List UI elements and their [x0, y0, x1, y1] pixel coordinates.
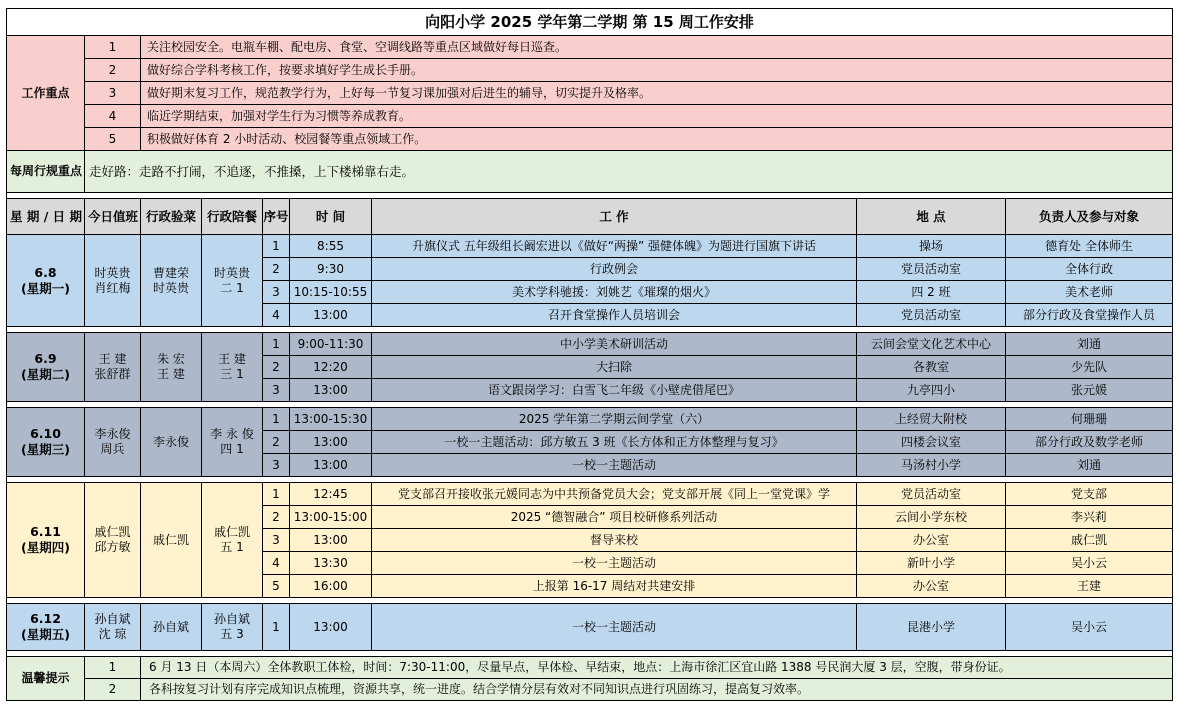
row-number: 1 — [263, 604, 290, 651]
duty-cell-line: 王 建 — [98, 352, 127, 366]
duty-cell-line: 李永俊 — [94, 427, 131, 441]
row-place: 党员活动室 — [857, 258, 1006, 281]
duty-cell — [85, 483, 141, 598]
meal-cell — [202, 483, 263, 598]
meal-cell-line: 二 1 — [220, 280, 244, 295]
meal-cell-line: 李 永 俊 — [210, 427, 254, 441]
focus-row — [7, 59, 1173, 82]
header-number: 序号 — [263, 199, 290, 235]
inspect-cell — [141, 235, 202, 327]
row-owner: 吴小云 — [1006, 552, 1173, 575]
row-owner: 张元媛 — [1006, 379, 1173, 402]
header-duty: 今日值班 — [85, 199, 141, 235]
tip-row — [7, 679, 1173, 701]
row-owner: 刘通 — [1006, 333, 1173, 356]
row-number: 3 — [263, 529, 290, 552]
row-work: 大扫除 — [372, 356, 857, 379]
header-day: 星 期 / 日 期 — [7, 199, 85, 235]
row-owner: 少先队 — [1006, 356, 1173, 379]
row-number: 1 — [263, 235, 290, 258]
row-place: 九亭四小 — [857, 379, 1006, 402]
day-date-cell-line: (星期四) — [21, 540, 70, 555]
meal-cell-line: 时英贵 — [213, 265, 250, 280]
row-work: 行政例会 — [372, 258, 857, 281]
row-work: 2025 “德智融合” 项目校研修系列活动 — [372, 506, 857, 529]
row-time: 16:00 — [290, 575, 372, 598]
focus-text: 临近学期结束，加强对学生行为习惯等养成教育。 — [141, 105, 1173, 128]
focus-text: 关注校园安全。电瓶车棚、配电房、食堂、空调线路等重点区域做好每日巡查。 — [141, 36, 1173, 59]
row-place: 办公室 — [857, 529, 1006, 552]
meal-cell-line: 三 1 — [220, 367, 244, 381]
inspect-cell-line: 朱 宏 — [157, 352, 185, 366]
focus-text: 做好期末复习工作，规范教学行为，上好每一节复习课加强对后进生的辅导，切实提升及格率。 — [141, 82, 1173, 105]
row-time: 13:00 — [290, 604, 372, 651]
row-work: 召开食堂操作人员培训会 — [372, 304, 857, 327]
row-number: 4 — [263, 304, 290, 327]
row-place: 昆港小学 — [857, 604, 1006, 651]
focus-label: 工作重点 — [7, 36, 85, 151]
row-place: 新叶小学 — [857, 552, 1006, 575]
focus-text: 做好综合学科考核工作，按要求填好学生成长手册。 — [141, 59, 1173, 82]
duty-cell-line: 周兵 — [100, 442, 125, 456]
row-place: 办公室 — [857, 575, 1006, 598]
schedule-row — [7, 235, 1173, 258]
row-time: 13:00 — [290, 431, 372, 454]
tip-text: 各科按复习计划有序完成知识点梳理，资源共享，统一进度。结合学情分层有效对不同知识点进行巩固练习，提高复习效率。 — [141, 679, 1173, 701]
row-number: 5 — [263, 575, 290, 598]
day-date-cell-line: (星期二) — [21, 367, 70, 382]
meal-cell — [202, 333, 263, 402]
row-place: 各教室 — [857, 356, 1006, 379]
schedule-row — [7, 408, 1173, 431]
meal-cell — [202, 235, 263, 327]
focus-text: 积极做好体育 2 小时活动、校园餐等重点领域工作。 — [141, 128, 1173, 151]
row-work: 一校一主题活动：邱方敏五 3 班《长方体和正方体整理与复习》 — [372, 431, 857, 454]
tip-number: 2 — [85, 679, 141, 701]
inspect-cell-line: 王 建 — [157, 367, 185, 381]
day-date-cell-line: 6.8 — [34, 264, 57, 280]
row-place: 党员活动室 — [857, 304, 1006, 327]
row-number: 1 — [263, 333, 290, 356]
day-date-cell — [7, 333, 85, 402]
row-number: 3 — [263, 281, 290, 304]
row-time: 10:15-10:55 — [290, 281, 372, 304]
header-work: 工 作 — [372, 199, 857, 235]
row-place: 云间小学东校 — [857, 506, 1006, 529]
row-work: 语文跟岗学习：白雪飞二年级《小壁虎借尾巴》 — [372, 379, 857, 402]
row-time: 8:55 — [290, 235, 372, 258]
row-owner: 部分行政及数学老师 — [1006, 431, 1173, 454]
day-date-cell-line: 6.10 — [30, 426, 61, 442]
meal-cell-line: 戚仁凯 — [213, 525, 250, 539]
meal-cell-line: 孙自斌 — [213, 612, 250, 626]
row-owner: 戚仁凯 — [1006, 529, 1173, 552]
row-time: 13:00 — [290, 304, 372, 327]
row-place: 四楼会议室 — [857, 431, 1006, 454]
weekly-rule-label: 每周行规重点 — [7, 151, 85, 193]
row-time: 13:00-15:30 — [290, 408, 372, 431]
focus-row — [7, 128, 1173, 151]
row-work: 一校一主题活动 — [372, 454, 857, 477]
duty-cell — [85, 604, 141, 651]
row-owner: 党支部 — [1006, 483, 1173, 506]
row-owner: 美术老师 — [1006, 281, 1173, 304]
row-work: 一校一主题活动 — [372, 604, 857, 651]
row-owner: 刘通 — [1006, 454, 1173, 477]
inspect-cell — [141, 483, 202, 598]
row-work: 督导来校 — [372, 529, 857, 552]
row-time: 9:30 — [290, 258, 372, 281]
column-header-row — [7, 199, 1173, 235]
row-place: 四 2 班 — [857, 281, 1006, 304]
header-time: 时 间 — [290, 199, 372, 235]
row-number: 2 — [263, 356, 290, 379]
duty-cell-line: 孙自斌 — [94, 612, 131, 626]
row-owner: 吴小云 — [1006, 604, 1173, 651]
duty-cell — [85, 408, 141, 477]
inspect-cell-line: 戚仁凯 — [152, 532, 189, 547]
day-date-cell-line: 6.12 — [30, 611, 61, 627]
row-number: 3 — [263, 454, 290, 477]
focus-number: 3 — [85, 82, 141, 105]
weekly-schedule-table — [6, 8, 1173, 701]
focus-row — [7, 105, 1173, 128]
row-time: 9:00-11:30 — [290, 333, 372, 356]
day-date-cell-line: 6.9 — [34, 351, 57, 367]
row-number: 3 — [263, 379, 290, 402]
meal-cell — [202, 408, 263, 477]
row-owner: 李兴莉 — [1006, 506, 1173, 529]
day-date-cell-line: (星期三) — [21, 442, 70, 457]
row-owner: 何珊珊 — [1006, 408, 1173, 431]
schedule-row — [7, 604, 1173, 651]
meal-cell-line: 四 1 — [220, 442, 244, 456]
row-owner: 德育处 全体师生 — [1006, 235, 1173, 258]
meal-cell — [202, 604, 263, 651]
weekly-rule-text: 走好路：走路不打闹，不追逐，不推搡，上下楼梯靠右走。 — [85, 151, 1173, 193]
row-number: 4 — [263, 552, 290, 575]
duty-cell — [85, 333, 141, 402]
row-time: 13:00 — [290, 379, 372, 402]
row-work: 上报第 16-17 周结对共建安排 — [372, 575, 857, 598]
inspect-cell-line: 时英贵 — [152, 280, 189, 295]
row-work: 党支部召开接收张元媛同志为中共预备党员大会；党支部开展《同上一堂党课》学 — [372, 483, 857, 506]
meal-cell-line: 五 3 — [220, 627, 244, 641]
duty-cell — [85, 235, 141, 327]
header-owner: 负责人及参与对象 — [1006, 199, 1173, 235]
row-owner: 部分行政及食堂操作人员 — [1006, 304, 1173, 327]
row-work: 一校一主题活动 — [372, 552, 857, 575]
row-time: 13:00 — [290, 529, 372, 552]
row-place: 上经贸大附校 — [857, 408, 1006, 431]
schedule-row — [7, 333, 1173, 356]
day-date-cell — [7, 604, 85, 651]
day-date-cell — [7, 235, 85, 327]
row-number: 2 — [263, 506, 290, 529]
inspect-cell — [141, 408, 202, 477]
duty-cell-line: 时英贵 — [94, 265, 131, 280]
inspect-cell-line: 曹建荣 — [152, 265, 189, 280]
row-time: 12:20 — [290, 356, 372, 379]
header-inspect: 行政验菜 — [141, 199, 202, 235]
row-number: 2 — [263, 431, 290, 454]
focus-number: 1 — [85, 36, 141, 59]
row-place: 云间会堂文化艺术中心 — [857, 333, 1006, 356]
tip-number: 1 — [85, 657, 141, 679]
day-date-cell-line: 6.11 — [30, 524, 61, 540]
row-time: 12:45 — [290, 483, 372, 506]
focus-row — [7, 36, 1173, 59]
row-owner: 全体行政 — [1006, 258, 1173, 281]
schedule-row — [7, 483, 1173, 506]
inspect-cell — [141, 604, 202, 651]
tips-label: 温馨提示 — [7, 657, 85, 701]
focus-row — [7, 82, 1173, 105]
row-work: 美术学科驰援：刘姚艺《璀璨的烟火》 — [372, 281, 857, 304]
row-place: 党员活动室 — [857, 483, 1006, 506]
row-place: 马汤村小学 — [857, 454, 1006, 477]
duty-cell-line: 肖红梅 — [94, 280, 131, 295]
weekly-rule-row — [7, 151, 1173, 193]
focus-number: 4 — [85, 105, 141, 128]
meal-cell-line: 五 1 — [220, 540, 244, 554]
row-number: 2 — [263, 258, 290, 281]
duty-cell-line: 张舒群 — [94, 367, 131, 381]
focus-number: 2 — [85, 59, 141, 82]
day-date-cell — [7, 483, 85, 598]
day-date-cell-line: (星期五) — [21, 627, 70, 642]
tip-text: 6 月 13 日（本周六）全体教职工体检，时间：7:30-11:00，尽量早点，早体检、早结束，地点：上海市徐汇区宜山路 1388 号民润大厦 3 层，空腹，带身份证。 — [141, 657, 1173, 679]
inspect-cell-line: 孙自斌 — [152, 619, 189, 634]
inspect-cell-line: 李永俊 — [152, 434, 189, 449]
meal-cell-line: 王 建 — [218, 352, 246, 366]
row-work: 2025 学年第二学期云间学堂（六） — [372, 408, 857, 431]
duty-cell-line: 戚仁凯 — [94, 525, 131, 539]
header-place: 地 点 — [857, 199, 1006, 235]
row-number: 1 — [263, 483, 290, 506]
row-time: 13:00-15:00 — [290, 506, 372, 529]
day-date-cell — [7, 408, 85, 477]
row-work: 中小学美术研训活动 — [372, 333, 857, 356]
inspect-cell — [141, 333, 202, 402]
row-owner: 王建 — [1006, 575, 1173, 598]
row-number: 1 — [263, 408, 290, 431]
header-meal: 行政陪餐 — [202, 199, 263, 235]
row-place: 操场 — [857, 235, 1006, 258]
duty-cell-line: 沈 琼 — [98, 627, 127, 641]
row-work: 升旗仪式 五年级组长阚宏进以《做好“两操” 强健体魄》为题进行国旗下讲话 — [372, 235, 857, 258]
day-date-cell-line: (星期一) — [21, 280, 70, 296]
row-time: 13:00 — [290, 454, 372, 477]
focus-number: 5 — [85, 128, 141, 151]
duty-cell-line: 邱方敏 — [94, 540, 131, 554]
page-title: 向阳小学 2025 学年第二学期 第 15 周工作安排 — [7, 9, 1173, 36]
tip-row — [7, 657, 1173, 679]
row-time: 13:30 — [290, 552, 372, 575]
